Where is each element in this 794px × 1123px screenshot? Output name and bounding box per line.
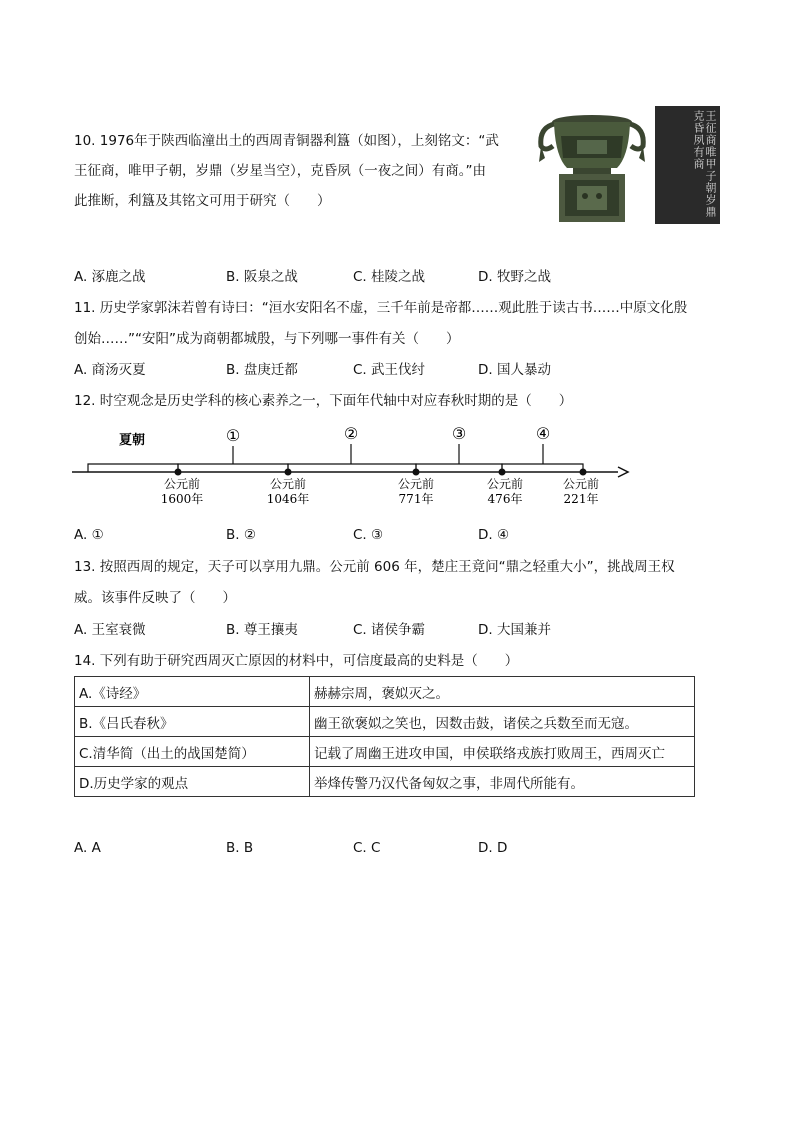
tick-prefix-221: 公元前 xyxy=(562,477,600,491)
tick-year-771: 771年 xyxy=(398,492,434,506)
q12-option-c[interactable]: C. ③ xyxy=(353,527,384,543)
q13-stem-line-1: 13. 按照西周的规定，天子可以享用九鼎。公元前 606 年，楚庄王竟问“鼎之轻重大小”，挑战周王权 xyxy=(74,559,675,575)
label-2: ② xyxy=(343,424,359,443)
q11-stem-line-1: 11. 历史学家郭沫若曾有诗曰：“洹水安阳名不虚，三千年前是帝都……观此胜于读古书……中原文化殷 xyxy=(74,300,688,316)
q12-option-a[interactable]: A. ① xyxy=(74,527,104,543)
tick-prefix-1046: 公元前 xyxy=(269,477,307,491)
tick-year-476: 476年 xyxy=(487,492,523,506)
tick-year-1600: 1600年 xyxy=(160,492,204,506)
q14-option-d[interactable]: D. D xyxy=(478,840,508,856)
q10-option-c[interactable]: C. 桂陵之战 xyxy=(353,269,426,285)
source-name-c: C.清华简（出土的战国楚简） xyxy=(75,737,310,767)
tick-prefix-1600: 公元前 xyxy=(163,477,201,491)
q10-stem-line-3: 此推断，利簋及其铭文可用于研究（ ） xyxy=(74,193,331,209)
li-gui-inscription-rubbing-image xyxy=(655,106,720,224)
q12-option-b[interactable]: B. ② xyxy=(226,527,256,543)
bracket-4 xyxy=(502,464,583,472)
source-name-b: B.《吕氏春秋》 xyxy=(75,707,310,737)
timeline-point-221 xyxy=(580,469,587,476)
q11-option-d[interactable]: D. 国人暴动 xyxy=(478,362,551,378)
q10-option-b[interactable]: B. 阪泉之战 xyxy=(226,269,298,285)
source-text-a: 赫赫宗周，褒姒灭之。 xyxy=(310,677,695,707)
label-3: ③ xyxy=(451,424,467,443)
timeline-diagram xyxy=(60,420,640,515)
label-xia: 夏朝 xyxy=(118,433,146,448)
q10-option-a[interactable]: A. 涿鹿之战 xyxy=(74,269,146,285)
q13-option-b[interactable]: B. 尊王攘夷 xyxy=(226,622,298,638)
source-name-d: D.历史学家的观点 xyxy=(75,767,310,797)
table-row xyxy=(75,737,695,767)
label-1: ① xyxy=(225,426,241,445)
q14-option-c[interactable]: C. C xyxy=(353,840,381,856)
q10-stem-line-1: 10. 1976年于陕西临潼出土的西周青铜器利簋（如图），上刻铭文：“武 xyxy=(74,133,499,149)
label-4: ④ xyxy=(535,424,551,443)
inscription-glyphs: 王征商唯甲子朝岁鼎克昏夙有商 xyxy=(692,110,717,218)
q11-option-a[interactable]: A. 商汤灭夏 xyxy=(74,362,146,378)
q14-option-b[interactable]: B. B xyxy=(226,840,254,856)
q13-option-a[interactable]: A. 王室衰微 xyxy=(74,622,146,638)
source-text-b: 幽王欲褒姒之笑也，因数击鼓，诸侯之兵数至而无寇。 xyxy=(310,707,695,737)
tick-year-1046: 1046年 xyxy=(266,492,310,506)
timeline-point-476 xyxy=(499,469,506,476)
source-name-a: A.《诗经》 xyxy=(75,677,310,707)
q13-option-d[interactable]: D. 大国兼并 xyxy=(478,622,551,638)
bracket-3 xyxy=(416,464,502,472)
q10-stem-line-2: 王征商，唯甲子朝，岁鼎（岁星当空），克昏夙（一夜之间）有商。”由 xyxy=(74,163,486,179)
q13-stem-line-2: 威。该事件反映了（ ） xyxy=(74,590,236,606)
q12-option-d[interactable]: D. ④ xyxy=(478,527,510,543)
timeline-point-771 xyxy=(413,469,420,476)
q11-option-b[interactable]: B. 盘庚迁都 xyxy=(226,362,298,378)
timeline-arrow-icon xyxy=(618,467,628,477)
tick-prefix-476: 公元前 xyxy=(486,477,524,491)
timeline-point-1600 xyxy=(175,469,182,476)
timeline-point-1046 xyxy=(285,469,292,476)
source-text-d: 举烽传警乃汉代备匈奴之事，非周代所能有。 xyxy=(310,767,695,797)
li-gui-bronze-vessel-image xyxy=(537,106,647,224)
q11-option-c[interactable]: C. 武王伐纣 xyxy=(353,362,426,378)
source-table xyxy=(74,676,695,797)
table-row xyxy=(75,707,695,737)
table-row xyxy=(75,677,695,707)
bracket-2 xyxy=(288,464,416,472)
table-row xyxy=(75,767,695,797)
q14-stem-line-1: 14. 下列有助于研究西周灭亡原因的材料中，可信度最高的史料是（ ） xyxy=(74,653,519,669)
bracket-1 xyxy=(178,464,288,472)
q14-option-a[interactable]: A. A xyxy=(74,840,101,856)
bracket-xia xyxy=(88,464,178,472)
q11-stem-line-2: 创始……”“安阳”成为商朝都城殷，与下列哪一事件有关（ ） xyxy=(74,331,460,347)
source-text-c: 记载了周幽王进攻申国，申侯联络戎族打败周王，西周灭亡 xyxy=(310,737,695,767)
q13-option-c[interactable]: C. 诸侯争霸 xyxy=(353,622,426,638)
tick-year-221: 221年 xyxy=(563,492,599,506)
q12-stem-line-1: 12. 时空观念是历史学科的核心素养之一，下面年代轴中对应春秋时期的是（ ） xyxy=(74,393,573,409)
q10-option-d[interactable]: D. 牧野之战 xyxy=(478,269,551,285)
tick-prefix-771: 公元前 xyxy=(397,477,435,491)
